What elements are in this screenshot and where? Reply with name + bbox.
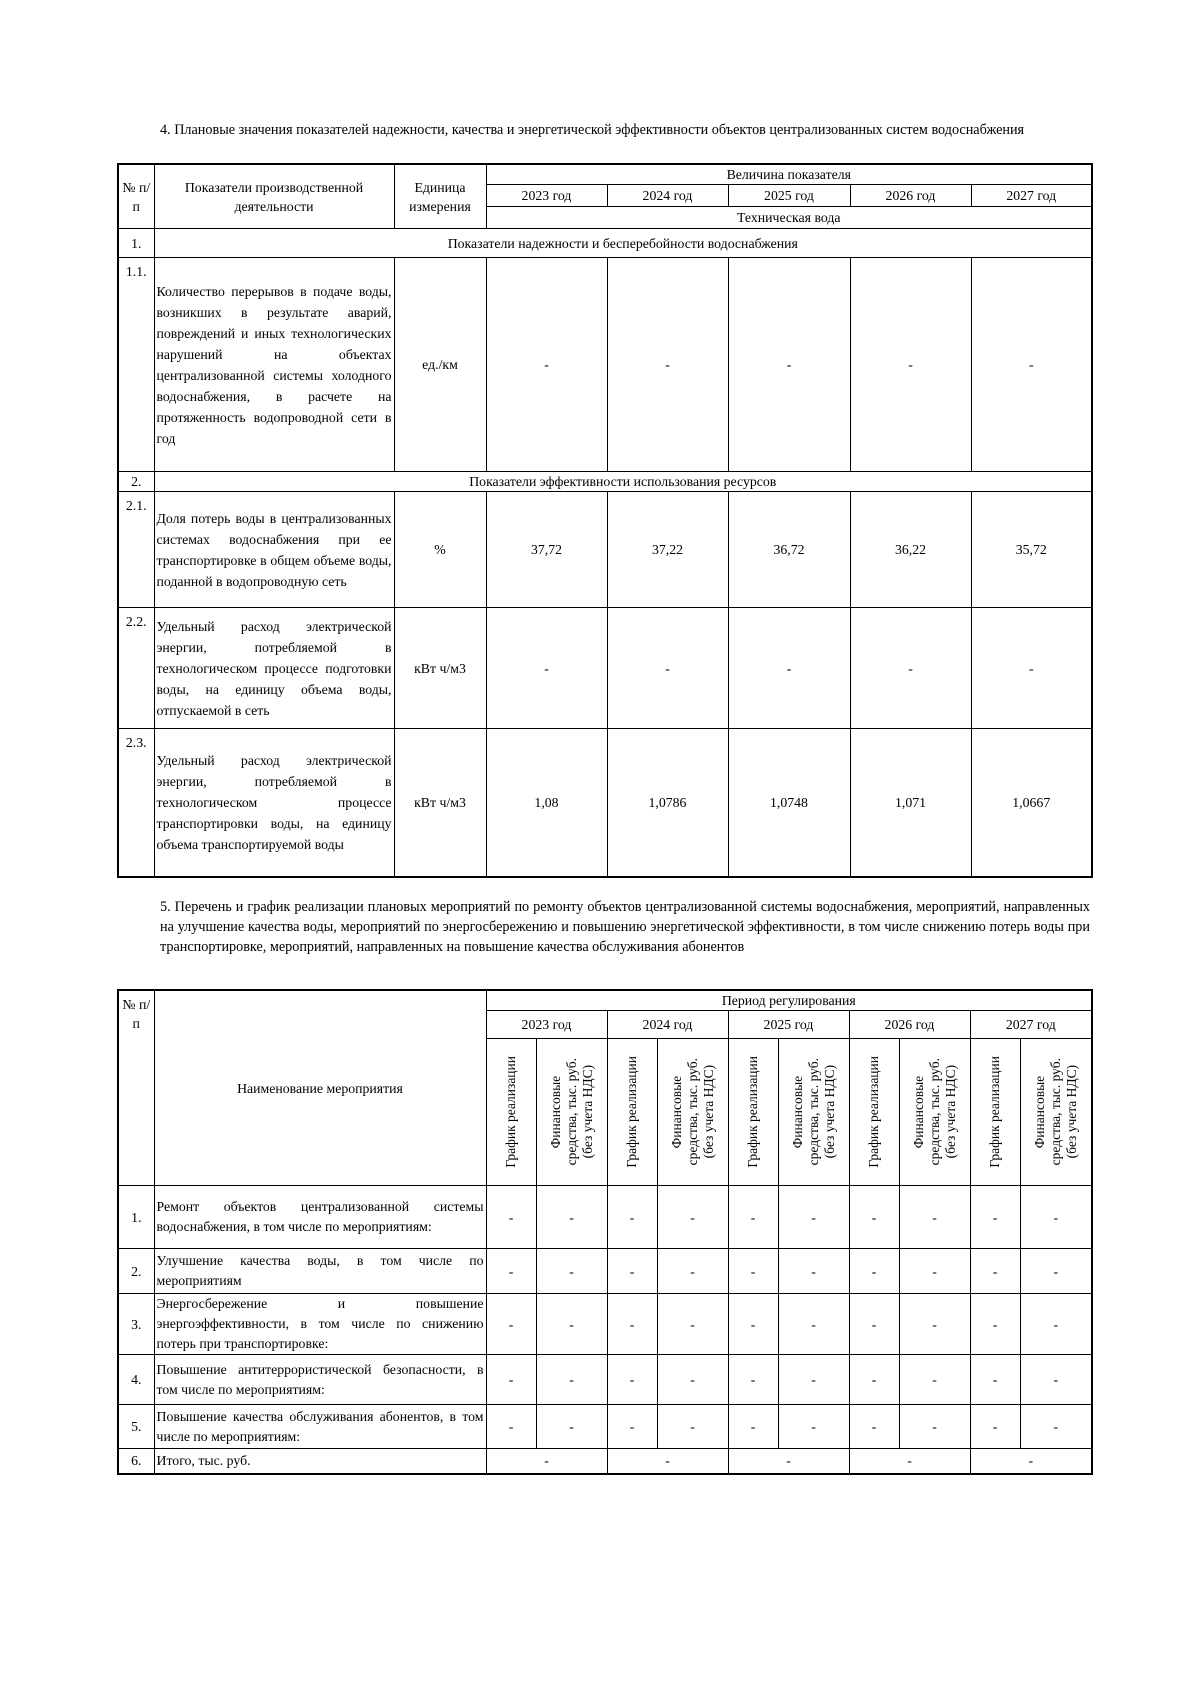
section-5-title: 5. Перечень и график реализации плановых мероприятий по ремонту объектов централизованной системы водоснабжения, мероприятий, направленных на улучшение качества воды, мероприятий по энергосбережению и повышению энергетической эффективности, в том числе снижению потерь воды при транспортировке, мероприятий, направленных на повышение качества обслуживания абонентов xyxy=(160,899,1090,955)
indicator-name: Количество перерывов в подаче воды, возникших в результате аварий, повреждений и иных технологических нарушений на объектах централизованной системы холодного водоснабжения, в расчете на протяженность водопроводной сети в год xyxy=(154,258,394,472)
group-num: 1. xyxy=(118,229,154,258)
measures-table xyxy=(117,989,1093,1475)
indicator-value: - xyxy=(607,608,728,729)
indicator-value: 1,0748 xyxy=(728,729,850,877)
row-num: 2.1. xyxy=(118,492,154,608)
row-num: 1. xyxy=(118,1186,154,1249)
section-4-title: 4. Плановые значения показателей надежности, качества и энергетической эффективности объектов централизованных систем водоснабжения xyxy=(160,122,1025,138)
finance-value: - xyxy=(1020,1186,1092,1249)
header-num: № п/п xyxy=(118,990,154,1186)
schedule-value: - xyxy=(486,1294,536,1355)
total-value: - xyxy=(970,1449,1092,1474)
indicator-value: 1,08 xyxy=(486,729,607,877)
finance-value: - xyxy=(657,1249,728,1294)
header-finance: Финансовые средства, тыс. руб. (без учета НДС) xyxy=(778,1039,849,1186)
schedule-value: - xyxy=(728,1249,778,1294)
schedule-value: - xyxy=(486,1355,536,1405)
finance-value: - xyxy=(1020,1294,1092,1355)
schedule-value: - xyxy=(849,1249,899,1294)
group-num: 2. xyxy=(118,472,154,492)
header-unit: Единица измерения xyxy=(394,164,486,229)
indicator-value: - xyxy=(728,608,850,729)
schedule-value: - xyxy=(607,1249,657,1294)
header-value-group: Величина показателя xyxy=(486,164,1092,185)
header-schedule: График реализации xyxy=(486,1039,536,1186)
finance-value: - xyxy=(778,1355,849,1405)
indicator-value: - xyxy=(971,608,1092,729)
finance-value: - xyxy=(536,1186,607,1249)
schedule-value: - xyxy=(970,1355,1020,1405)
total-num: 6. xyxy=(118,1449,154,1474)
header-year: 2023 год xyxy=(486,185,607,207)
finance-value: - xyxy=(778,1294,849,1355)
row-num: 5. xyxy=(118,1405,154,1449)
finance-value: - xyxy=(778,1249,849,1294)
row-num: 1.1. xyxy=(118,258,154,472)
header-finance: Финансовые средства, тыс. руб. (без учета НДС) xyxy=(536,1039,607,1186)
header-finance: Финансовые средства, тыс. руб. (без учета НДС) xyxy=(657,1039,728,1186)
indicator-value: 36,22 xyxy=(850,492,971,608)
measure-row xyxy=(118,1249,1092,1294)
header-year: 2025 год xyxy=(728,185,850,207)
header-period: Период регулирования xyxy=(486,990,1092,1011)
finance-value: - xyxy=(536,1355,607,1405)
total-label: Итого, тыс. руб. xyxy=(154,1449,486,1474)
row-num: 2. xyxy=(118,1249,154,1294)
finance-value: - xyxy=(778,1186,849,1249)
indicator-name: Доля потерь воды в централизованных системах водоснабжения при ее транспортировке в общем объеме воды, поданной в водопроводную сеть xyxy=(154,492,394,608)
finance-value: - xyxy=(657,1294,728,1355)
schedule-value: - xyxy=(849,1355,899,1405)
measure-name: Энергосбережение и повышение энергоэффективности, в том числе по снижению потерь при транспортировке: xyxy=(154,1294,486,1355)
indicator-name: Удельный расход электрической энергии, потребляемой в технологическом процессе транспортировки воды, на единицу объема транспортируемой воды xyxy=(154,729,394,877)
indicator-value: - xyxy=(607,258,728,472)
indicator-value: 1,0667 xyxy=(971,729,1092,877)
indicator-value: - xyxy=(486,258,607,472)
measure-row xyxy=(118,1186,1092,1249)
measure-name: Повышение качества обслуживания абонентов, в том числе по мероприятиям: xyxy=(154,1405,486,1449)
indicator-value: 37,72 xyxy=(486,492,607,608)
header-year: 2027 год xyxy=(970,1011,1092,1039)
finance-value: - xyxy=(1020,1405,1092,1449)
header-year: 2026 год xyxy=(850,185,971,207)
total-value: - xyxy=(728,1449,849,1474)
indicator-value: 35,72 xyxy=(971,492,1092,608)
header-schedule: График реализации xyxy=(607,1039,657,1186)
indicator-value: - xyxy=(850,258,971,472)
schedule-value: - xyxy=(970,1294,1020,1355)
row-num: 2.3. xyxy=(118,729,154,877)
header-year: 2024 год xyxy=(607,185,728,207)
schedule-value: - xyxy=(849,1405,899,1449)
schedule-value: - xyxy=(728,1405,778,1449)
schedule-value: - xyxy=(486,1249,536,1294)
header-year: 2027 год xyxy=(971,185,1092,207)
measure-row xyxy=(118,1405,1092,1449)
schedule-value: - xyxy=(486,1186,536,1249)
indicator-unit: ед./км xyxy=(394,258,486,472)
indicator-value: - xyxy=(971,258,1092,472)
row-num: 4. xyxy=(118,1355,154,1405)
finance-value: - xyxy=(899,1355,970,1405)
schedule-value: - xyxy=(607,1405,657,1449)
indicator-value: - xyxy=(850,608,971,729)
total-value: - xyxy=(486,1449,607,1474)
header-year: 2026 год xyxy=(849,1011,970,1039)
finance-value: - xyxy=(899,1186,970,1249)
row-num: 3. xyxy=(118,1294,154,1355)
schedule-value: - xyxy=(728,1294,778,1355)
finance-value: - xyxy=(536,1294,607,1355)
indicator-value: - xyxy=(728,258,850,472)
schedule-value: - xyxy=(849,1294,899,1355)
schedule-value: - xyxy=(970,1405,1020,1449)
measure-row xyxy=(118,1355,1092,1405)
header-year: 2023 год xyxy=(486,1011,607,1039)
measure-name: Повышение антитеррористической безопасности, в том числе по мероприятиям: xyxy=(154,1355,486,1405)
indicator-value: 37,22 xyxy=(607,492,728,608)
header-finance: Финансовые средства, тыс. руб. (без учета НДС) xyxy=(1020,1039,1092,1186)
schedule-value: - xyxy=(970,1249,1020,1294)
finance-value: - xyxy=(899,1249,970,1294)
header-num: № п/п xyxy=(118,164,154,229)
measure-row xyxy=(118,1294,1092,1355)
indicator-value: 1,071 xyxy=(850,729,971,877)
header-water-type: Техническая вода xyxy=(486,207,1092,229)
total-value: - xyxy=(607,1449,728,1474)
measure-name: Ремонт объектов централизованной системы водоснабжения, в том числе по мероприятиям: xyxy=(154,1186,486,1249)
finance-value: - xyxy=(657,1355,728,1405)
finance-value: - xyxy=(899,1405,970,1449)
schedule-value: - xyxy=(728,1186,778,1249)
indicator-value: 36,72 xyxy=(728,492,850,608)
header-indicator: Показатели производственной деятельности xyxy=(154,164,394,229)
finance-value: - xyxy=(657,1405,728,1449)
indicator-name: Удельный расход электрической энергии, потребляемой в технологическом процессе подготовки воды, на единицу объема воды, отпускаемой в сеть xyxy=(154,608,394,729)
schedule-value: - xyxy=(728,1355,778,1405)
schedule-value: - xyxy=(607,1186,657,1249)
schedule-value: - xyxy=(970,1186,1020,1249)
indicator-value: - xyxy=(486,608,607,729)
finance-value: - xyxy=(536,1249,607,1294)
row-num: 2.2. xyxy=(118,608,154,729)
finance-value: - xyxy=(536,1405,607,1449)
schedule-value: - xyxy=(486,1405,536,1449)
measure-name: Улучшение качества воды, в том числе по мероприятиям xyxy=(154,1249,486,1294)
header-year: 2024 год xyxy=(607,1011,728,1039)
indicator-unit: кВт ч/м3 xyxy=(394,608,486,729)
finance-value: - xyxy=(1020,1355,1092,1405)
schedule-value: - xyxy=(607,1294,657,1355)
group-title: Показатели эффективности использования ресурсов xyxy=(154,472,1092,492)
indicators-table xyxy=(117,163,1093,878)
group-title: Показатели надежности и бесперебойности водоснабжения xyxy=(154,229,1092,258)
schedule-value: - xyxy=(607,1355,657,1405)
header-measure-name: Наименование мероприятия xyxy=(154,990,486,1186)
indicator-unit: кВт ч/м3 xyxy=(394,729,486,877)
schedule-value: - xyxy=(849,1186,899,1249)
header-schedule: График реализации xyxy=(728,1039,778,1186)
finance-value: - xyxy=(1020,1249,1092,1294)
header-finance: Финансовые средства, тыс. руб. (без учета НДС) xyxy=(899,1039,970,1186)
indicator-value: 1,0786 xyxy=(607,729,728,877)
header-schedule: График реализации xyxy=(970,1039,1020,1186)
header-schedule: График реализации xyxy=(849,1039,899,1186)
total-value: - xyxy=(849,1449,970,1474)
finance-value: - xyxy=(778,1405,849,1449)
indicator-unit: % xyxy=(394,492,486,608)
header-year: 2025 год xyxy=(728,1011,849,1039)
finance-value: - xyxy=(899,1294,970,1355)
finance-value: - xyxy=(657,1186,728,1249)
